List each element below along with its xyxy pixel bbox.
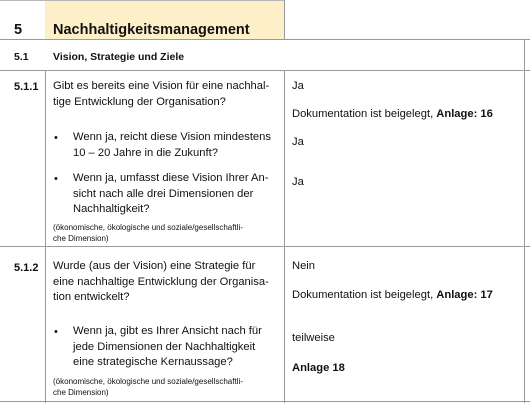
documentation-anlage: Anlage: 17 (436, 289, 493, 301)
note-text (53, 223, 243, 244)
documentation-anlage: Anlage: 16 (436, 108, 493, 120)
bullet-text (73, 324, 262, 371)
question-line: tion entwickelt? (53, 291, 130, 303)
answer-bullet: teilweise (292, 332, 335, 344)
chapter-number: 5 (14, 22, 23, 38)
note-line: che Dimension) (53, 387, 109, 397)
bullet-line: sicht nach alle drei Dimensionen der (73, 187, 254, 200)
bullet-line: Nachhaltigkeit? (73, 203, 150, 215)
answer-anlage: Anlage 18 (292, 362, 345, 374)
top-border (0, 0, 285, 1)
answer-documentation (292, 107, 493, 123)
bullet-icon: • (54, 173, 58, 185)
documentation-text: Dokumentation ist beigelegt, (292, 108, 437, 120)
question-line: Wurde (aus der Vision) eine Strategie für (53, 260, 256, 272)
chapter-title: Nachhaltigkeitsmanagement (53, 22, 250, 38)
bullet-text (73, 130, 271, 161)
bullet-icon: • (54, 326, 58, 338)
note-line: (ökonomische, ökologische und soziale/gesellschaftli- (53, 377, 243, 386)
note-text (53, 377, 243, 398)
row-number: 5.1.1 (14, 81, 39, 93)
bullet-line: 10 – 20 Jahre in die Zukunft? (73, 146, 218, 159)
documentation-text: Dokumentation ist beigelegt, (292, 289, 437, 301)
question-line: tige Entwicklung der Organisation? (53, 95, 226, 108)
divider-title (0, 39, 530, 40)
divider-section (0, 70, 530, 71)
question-text (53, 79, 269, 110)
bullet-icon: • (54, 132, 58, 144)
right-border (524, 39, 525, 403)
question-line: Gibt es bereits eine Vision für eine nachhal- (53, 80, 270, 92)
col-divider-1 (45, 70, 46, 403)
title-right-border (284, 0, 285, 39)
bullet-line: Wenn ja, gibt es Ihrer Ansicht nach für (73, 325, 262, 337)
bullet-line: Wenn ja, umfasst diese Vision Ihrer An- (73, 172, 269, 184)
col-divider-2 (284, 70, 285, 403)
section-title: Vision, Strategie und Ziele (53, 51, 185, 63)
answer-bullet: Ja (292, 136, 304, 148)
answer-bullet: Ja (292, 176, 304, 188)
question-text (53, 259, 269, 306)
answer-main: Ja (292, 80, 304, 92)
section-number: 5.1 (14, 51, 29, 63)
bullet-text (73, 171, 268, 218)
divider-row (0, 246, 530, 247)
answer-documentation (292, 288, 493, 304)
note-line: che Dimension) (53, 233, 109, 243)
question-line: eine nachhaltige Entwicklung der Organisa- (53, 275, 269, 288)
bullet-line: eine strategische Kernaussage? (73, 356, 233, 368)
bullet-line: Wenn ja, reicht diese Vision mindestens (73, 131, 271, 143)
row-number: 5.1.2 (14, 262, 39, 274)
note-line: (ökonomische, ökologische und soziale/gesellschaftli- (53, 223, 243, 232)
answer-main: Nein (292, 260, 316, 272)
bullet-line: jede Dimensionen der Nachhaltigkeit (73, 340, 256, 353)
divider-bottom (0, 401, 530, 402)
